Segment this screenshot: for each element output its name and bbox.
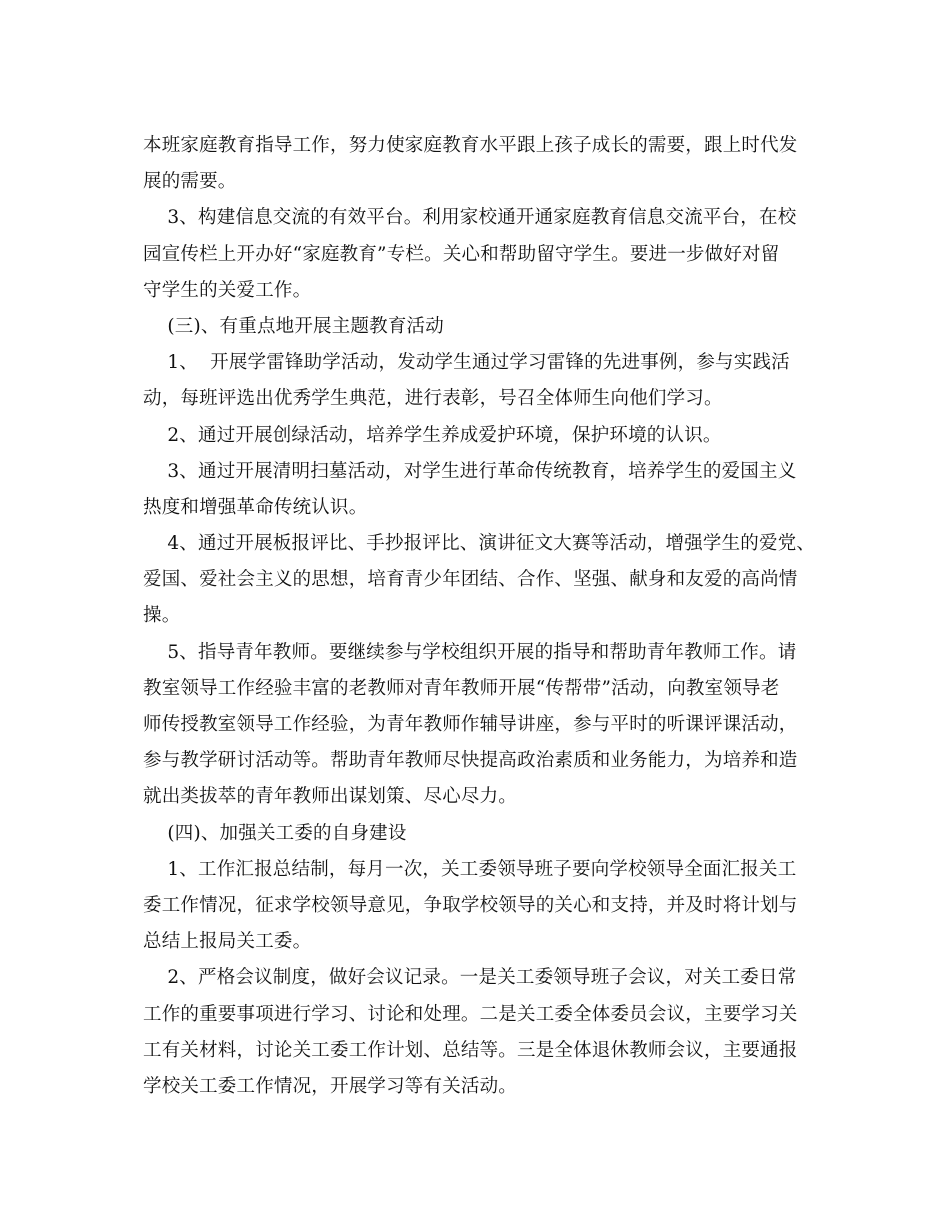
text-line: 师传授教室领导工作经验，为青年教师作辅导讲座，参与平时的听课评课活动，	[143, 714, 798, 735]
text-line: 园宣传栏上开办好“家庭教育”专栏。关心和帮助留守学生。要进一步做好对留	[143, 243, 780, 265]
text-line: 工有关材料，讨论关工委工作计划、总结等。三是全体退休教师会议，主要通报	[143, 1039, 798, 1061]
text-line: 就出类拔萃的青年教师出谋划策、尽心尽力。	[143, 786, 518, 808]
section-heading: (三)、有重点地开展主题教育活动	[143, 315, 444, 337]
text-line: 展的需要。	[143, 171, 237, 193]
text-line: 学校关工委工作情况，开展学习等有关活动。	[143, 1075, 518, 1097]
text-line: 本班家庭教育指导工作，努力使家庭教育水平跟上孩子成长的需要，跟上时代发	[143, 135, 798, 156]
text-line: 工作的重要事项进行学习、讨论和处理。二是关工委全体委员会议，主要学习关	[143, 1003, 798, 1025]
text-line: 操。	[143, 605, 181, 627]
text-line: 爱国、爱社会主义的思想，培育青少年团结、合作、坚强、献身和友爱的高尚情	[143, 569, 798, 591]
text-line: 总结上报局关工委。	[143, 931, 312, 953]
text-line: 3、通过开展清明扫墓活动，对学生进行革命传统教育，培养学生的爱国主义	[143, 460, 797, 482]
text-line: 5、指导青年教师。要继续参与学校组织开展的指导和帮助青年教师工作。请	[143, 641, 797, 663]
text-line: 委工作情况，征求学校领导意见，争取学校领导的关心和支持，并及时将计划与	[143, 894, 798, 916]
text-line: 1、工作汇报总结制，每月一次，关工委领导班子要向学校领导全面汇报关工	[143, 858, 797, 880]
text-line: 教室领导工作经验丰富的老教师对青年教师开展“传帮带”活动，向教室领导老	[143, 677, 780, 699]
text-line: 2、通过开展创绿活动，培养学生养成爱护环境，保护环境的认识。	[143, 424, 722, 446]
text-line: 动，每班评选出优秀学生典范，进行表彰，号召全体师生向他们学习。	[143, 388, 723, 410]
text-line: 3、构建信息交流的有效平台。利用家校通开通家庭教育信息交流平台，在校	[143, 207, 797, 229]
section-heading: (四)、加强关工委的自身建设	[143, 822, 407, 844]
text-line: 4、通过开展板报评比、手抄报评比、演讲征文大赛等活动，增强学生的爱党、	[143, 533, 816, 555]
text-line: 热度和增强革命传统认识。	[143, 496, 368, 518]
text-line: 参与教学研讨活动等。帮助青年教师尽快提高政治素质和业务能力，为培养和造	[143, 750, 798, 772]
text-line: 1、 开展学雷锋助学活动，发动学生通过学习雷锋的先进事例，参与实践活	[143, 352, 790, 374]
text-line: 守学生的关爱工作。	[143, 279, 312, 301]
text-line: 2、严格会议制度，做好会议记录。一是关工委领导班子会议，对关工委日常	[143, 967, 797, 989]
document-body	[143, 128, 823, 1105]
